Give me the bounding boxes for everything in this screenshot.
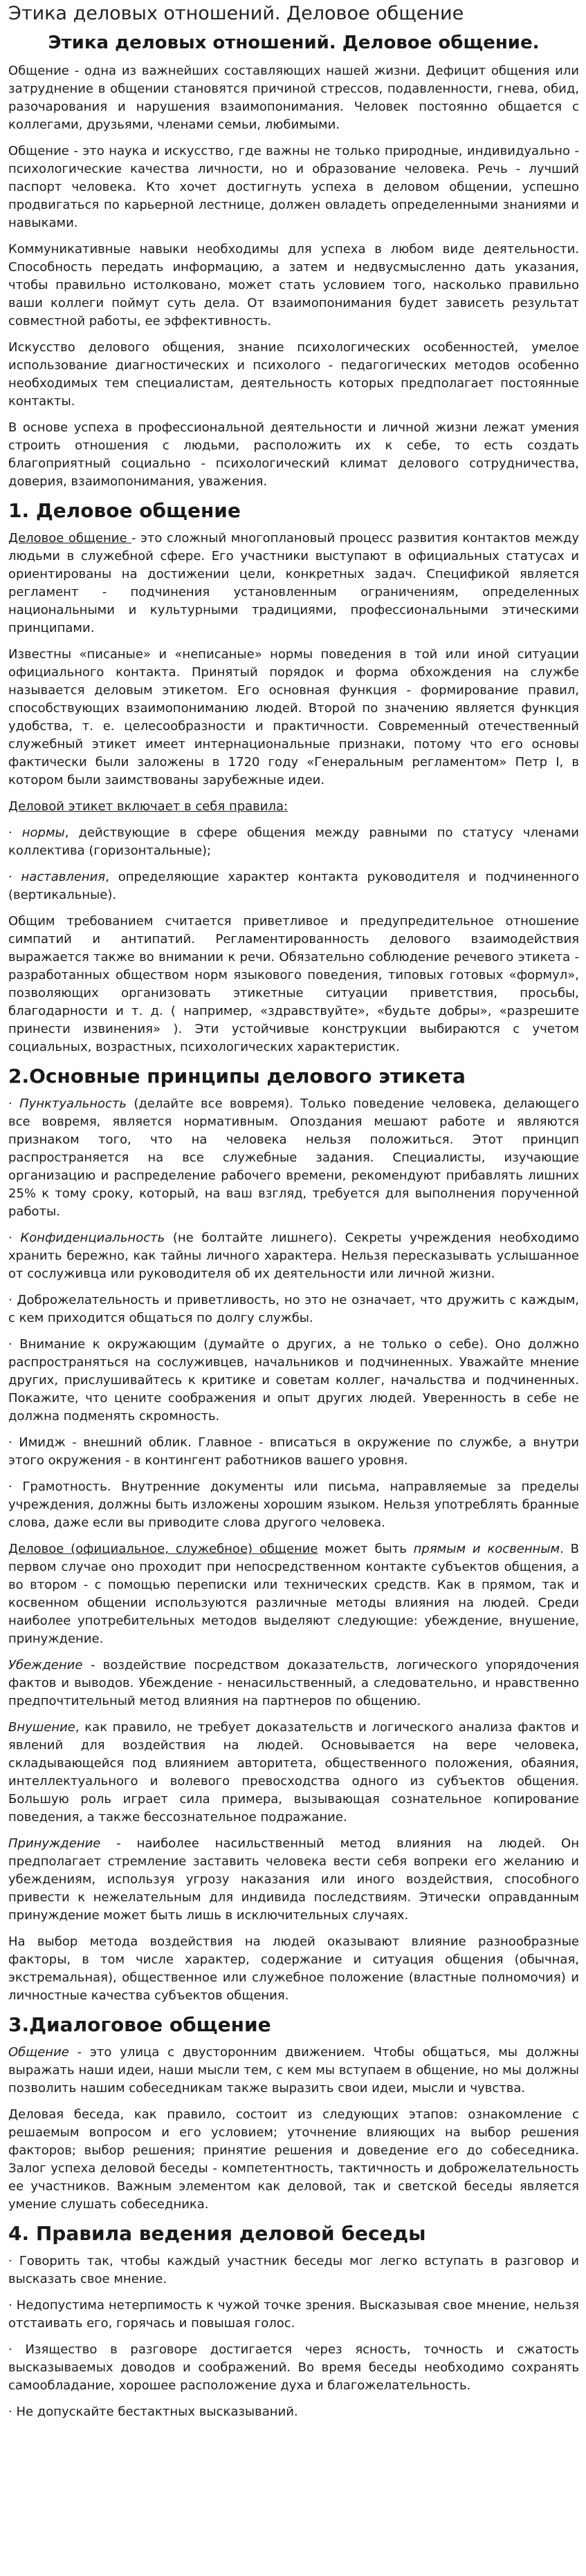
conversation-rule: · Недопустима нетерпимость к чужой точке зрения. Высказывая свое мнение, нельзя отстаивать его, горячась и повышая голос. (8, 2298, 579, 2331)
principle-item: · Грамотность. Внутренние документы или письма, направляемые за пределы учреждения, должны быть изложены хорошим языком. Нельзя употреблять бранные слова, даже если вы приводите слова другого человека. (8, 1480, 579, 1530)
method-text: - воздействие посредством доказательств, логического упорядочения фактов и выводов. Убеждение - ненасильственный, а следовательно, и нравственно предпочтительный метод влияния на партнеров по общению. (8, 1658, 579, 1708)
intro-paragraph: Общение - это наука и искусство, где важны не только природные, индивидуально - психологические качества личности, но и образование человека. Речь - лучший паспорт человека. Кто хочет достигнуть успеха в деловом общении, успешно продвигаться по карьерной лестнице, должен овладеть определенными знаниями и навыками. (8, 144, 579, 230)
rule-item: · наставления, определяющие характер контакта руководителя и подчиненного (вертикальные). (8, 870, 579, 902)
intro-paragraph: Коммуникативные навыки необходимы для успеха в любом виде деятельности. Способность передать информацию, а затем и недвусмысленно дать указания, чтобы правильно истолковано, может стать условием того, насколько правильно ваши коллеги поймут суть дела. От взаимопонимания будет зависеть результат совместной работы, ее эффективность. (8, 242, 579, 328)
text-fragment: . В первом случае оно проходит при непосредственном контакте субъектов общения, а во втором - с помощью переписки или технических средств. Как в прямом, так и косвенном общении используются различные методы влияния на людей. Среди наиболее употребительных методов выделяют следующие: убеждение, внушение, принуждение. (8, 1542, 579, 1646)
method-term: Убеждение (8, 1658, 83, 1672)
dialog-text: - это улица с двусторонним движением. Чтобы общаться, мы должны выражать наши идеи, наши мысли тем, с кем мы вступаем в общение, но мы должны позволить нашим собеседникам также выразить свои идеи, мысли и чувства. (8, 2045, 579, 2096)
text-fragment: может быть (318, 1542, 414, 1556)
document-title: Этика деловых отношений. Деловое общение. (48, 32, 540, 53)
general-requirement-paragraph: Общим требованием считается приветливое и предупредительное отношение симпатий и антипатий. Регламентированность делового взаимодействия выражается также во внимании к речи. Обязательно соблюдение речевого этикета - разработанных обществом норм языкового поведения, типовых готовых «формул», позволяющих организовать этикетные ситуации приветствия, просьбы, благодарности и т. д. ( например, «здравствуйте», «будьте добры», «разрешите принести извинения» ). Эти устойчивые конструкции выбираются с учетом социальных, возрастных, психологических характеристик. (8, 914, 579, 1054)
intro-paragraph: Искусство делового общения, знание психологических особенностей, умелое использование диагностических и психолого - педагогических методов особенно необходимых тем специалистам, деятельность которых предполагает постоянные контакты. (8, 340, 579, 409)
conversation-rule: · Не допускайте бестактных высказываний. (8, 2405, 298, 2419)
dialog-paragraph (8, 2044, 579, 2098)
principle-item: · Пунктуальность (делайте все вовремя). Только поведение человека, делающего все вовремя, является нормативным. Опоздания мешают работе и являются признаком того, что на человека нельзя положиться. Этот принцип распространяется на все служебные задания. Специалисты, изучающие организацию и распределение рабочего времени, рекомендуют прибавлять лишних 25% к тому сроку, который, на ваш взгляд, требуется для выполнения порученной работы. (8, 1096, 579, 1219)
principle-text: (не болтайте лишнего). Секреты учреждения необходимо хранить бережно, как тайны личного характера. Нельзя пересказывать услышанное от сослуживца или руководителя об их деятельности или личной жизни. (8, 1231, 580, 1281)
business-communication-definition (8, 530, 579, 637)
section-heading: 4. Правила ведения деловой беседы (8, 2222, 426, 2245)
definition-text: - это сложный многоплановый процесс развития контактов между людьми в служебной сфере. Его участники выступают в официальных статусах и ориентированы на достижении цели, конкретных задач. Спецификой является регламент - подчинения установленным ограничениям, определенных национальными и культурными традициями, профессиональными этическими принципами. (8, 531, 579, 635)
communication-forms-paragraph (8, 1540, 579, 1648)
section-heading: 2.Основные принципы делового этикета (8, 1065, 466, 1088)
method-text: , как правило, не требует доказательств и логического анализа фактов и явлений для воздействия на людей. Основывается на вере человека, складывающейся под влиянием авторитета, общественного положения, обаяния, интеллектуального и волевого превосходства одного из субъектов общения. Большую роль играет сила примера, вызывающая сознательное копирование поведения, а также бессознательное подражание. (8, 1720, 579, 1824)
method-term: Принуждение (8, 1836, 101, 1851)
rule-text: , действующие в сфере общения между равными по статусу членами коллектива (горизонтальные); (8, 825, 579, 858)
rule-item: · нормы, действующие в сфере общения между равными по статусу членами коллектива (горизонтальные); (8, 825, 579, 858)
etiquette-rules-intro: Деловой этикет включает в себя правила: (8, 799, 289, 814)
conversation-rule: · Изящество в разговоре достигается через ясность, точность и сжатость высказываемых доводов и соображений. Во время беседы необходимо сохранять самообладание, хорошее расположение духа и благожелательность. (8, 2342, 579, 2393)
method-text: - наиболее насильственный метод влияния на людей. Он предполагает стремление заставить человека вести себя вопреки его желанию и убеждениям, используя угрозу наказания или иного воздействия, способного привести к нежелательным для индивида последствиям. Этически оправданным принуждение может быть лишь в исключительных случаях. (8, 1836, 579, 1923)
page-title: Этика деловых отношений. Деловое общение (8, 3, 464, 24)
term-official-communication: Деловое (официальное, служебное) общение (8, 1542, 318, 1556)
dialog-term: Общение (8, 2045, 69, 2060)
principle-item: · Конфиденциальность (не болтайте лишнего). Секреты учреждения необходимо хранить бережно, как тайны личного характера. Нельзя пересказывать услышанное от сослуживца или руководителя об их деятельности или личной жизни. (8, 1231, 580, 1281)
principle-term: Конфиденциальность (20, 1231, 165, 1245)
principle-item: · Имидж - внешний облик. Главное - вписаться в окружение по службе, а внутри этого окружения - в контингент работников вашего уровня. (8, 1435, 579, 1468)
rule-text: , определяющие характер контакта руководителя и подчиненного (вертикальные). (8, 870, 579, 902)
section-heading: 3.Диалоговое общение (8, 2013, 271, 2036)
principle-term: Пунктуальность (19, 1096, 127, 1111)
method-suggestion (8, 1719, 579, 1827)
business-talk-paragraph: Деловая беседа, как правило, состоит из следующих этапов: ознакомление с решаемым вопросом и его условием; уточнение влияющих на выбор решения факторов; выбор решения; принятие решения и доведение его до собеседника. Залог успеха деловой беседы - компетентность, тактичность и доброжелательность ее участников. Важным элементом как деловой, так и светской беседы является умение слушать собеседника. (8, 2107, 579, 2212)
method-term: Внушение (8, 1720, 75, 1735)
section-heading: 1. Деловое общение (8, 499, 241, 522)
principle-text: (делайте все вовремя). Только поведение человека, делающего все вовремя, является нормативным. Опоздания мешают работе и являются признаком того, что на человека нельзя положиться. Этот принцип распространяется на все служебные задания. Специалисты, изучающие организацию и распределение рабочего времени, рекомендуют прибавлять лишних 25% к тому сроку, который, на ваш взгляд, требуется для выполнения порученной работы. (8, 1096, 579, 1219)
term-business-communication: Деловое общение (8, 531, 132, 545)
intro-paragraph: Общение - одна из важнейших составляющих нашей жизни. Дефицит общения или затруднение в общении становятся причиной стрессов, подавленности, гнева, обид, разочарования и нарушения взаимопонимания. Человек постоянно общается с коллегами, друзьями, членами семьи, любимыми. (8, 64, 579, 132)
intro-paragraph: В основе успеха в профессиональной деятельности и личной жизни лежат умения строить отношения с людьми, расположить их к себе, то есть создать благоприятный социально - психологический климат делового сотрудничества, доверия, взаимопонимания, уважения. (8, 420, 579, 489)
conversation-rule: · Говорить так, чтобы каждый участник беседы мог легко вступать в разговор и высказать свое мнение. (8, 2254, 579, 2286)
rule-term: наставления (21, 870, 106, 884)
rule-term: нормы (21, 825, 65, 840)
principle-item: · Внимание к окружающим (думайте о других, а не только о себе). Оно должно распространяться на сослуживцев, начальников и подчиненных. Уважайте мнение других, прислушивайтесь к критике и советам коллег, начальства и подчиненных. Покажите, что цените соображения и опыт других людей. Уверенность в себе не должна подменять скромность. (8, 1337, 579, 1424)
term-direct-indirect: прямым и косвенным (413, 1542, 560, 1556)
etiquette-norms-paragraph: Известны «писаные» и «неписаные» нормы поведения в той или иной ситуации официального контакта. Принятый порядок и форма обхождения на службе называется деловым этикетом. Его основная функция - формирование правил, способствующих взаимопониманию людей. Второй по значению является функция удобства, т. е. целесообразности и практичности. Современный отечественный служебный этикет имеет интернациональные признаки, потому что его основы фактически были заложены в 1720 году «Генеральным регламентом» Петр I, в котором были заимствованы зарубежные идеи. (8, 647, 579, 787)
method-persuasion (8, 1656, 579, 1710)
method-coercion (8, 1835, 579, 1925)
method-factors-paragraph: На выбор метода воздействия на людей оказывают влияние разнообразные факторы, в том числе характер, содержание и ситуация общения (обычная, экстремальная), общественное или служебное положение (властные полномочия) и личностные качества субъектов общения. (8, 1934, 579, 2003)
principle-item: · Доброжелательность и приветливость, но это не означает, что дружить с каждым, с кем приходится общаться по долгу службы. (8, 1293, 579, 1325)
